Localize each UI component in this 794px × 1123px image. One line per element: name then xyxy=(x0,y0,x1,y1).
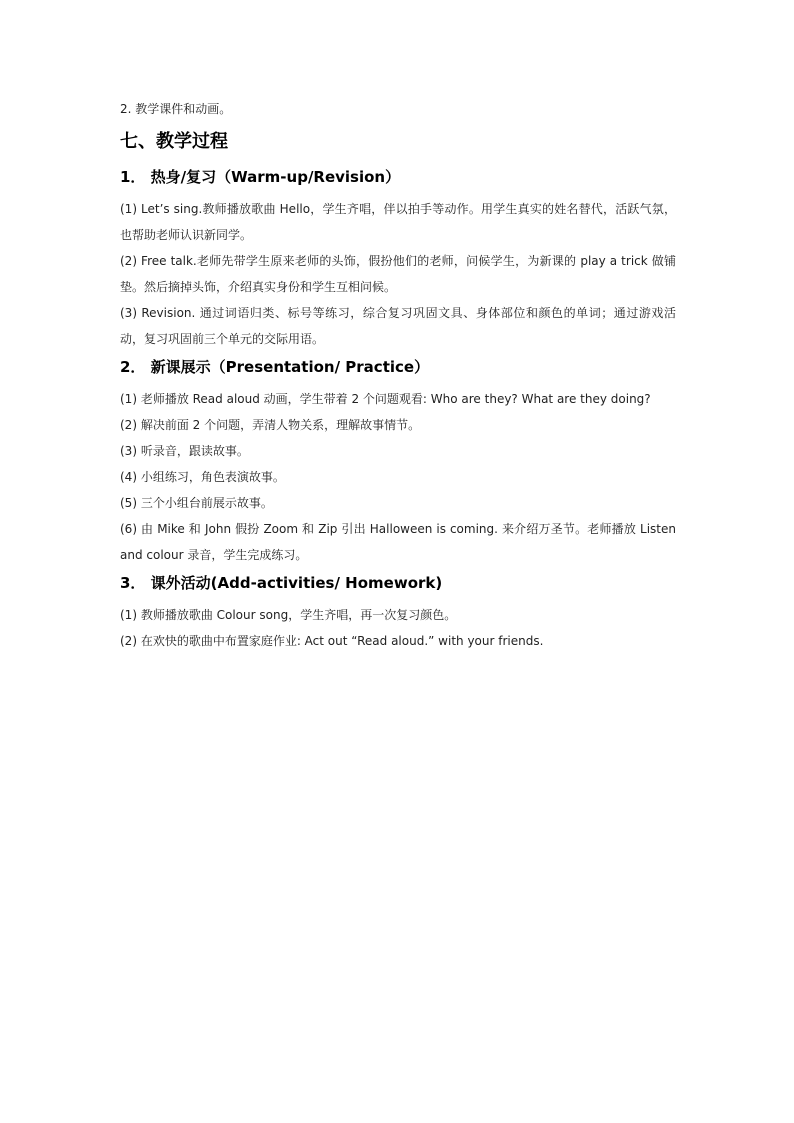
homework-item-2: (2) 在欢快的歌曲中布置家庭作业: Act out “Read aloud.” with your friends. xyxy=(120,634,544,648)
presentation-item-3: (3) 听录音，跟读故事。 xyxy=(120,444,249,458)
section-warmup xyxy=(120,166,676,352)
section-heading-presentation: 2． 新课展示（Presentation/ Practice） xyxy=(120,358,430,376)
presentation-item-4: (4) 小组练习，角色表演故事。 xyxy=(120,470,285,484)
presentation-item-5: (5) 三个小组台前展示故事。 xyxy=(120,496,273,510)
warmup-item-3: (3) Revision. 通过词语归类、标号等练习，综合复习巩固文具、身体部位和颜色的单词；通过游戏活动，复习巩固前三个单元的交际用语。 xyxy=(120,306,676,346)
warmup-item-2: (2) Free talk.老师先带学生原来老师的头饰，假扮他们的老师，问候学生，为新课的 play a trick 做铺垫。然后摘掉头饰，介绍真实身份和学生互相问候。 xyxy=(120,254,676,294)
section-title: 七、教学过程 xyxy=(120,131,228,152)
intro-line: 2. 教学课件和动画。 xyxy=(120,102,232,116)
section-heading-homework: 3． 课外活动(Add-activities/ Homework) xyxy=(120,574,443,592)
section-heading-warmup: 1． 热身/复习（Warm-up/Revision） xyxy=(120,168,401,186)
warmup-item-1: (1) Let’s sing.教师播放歌曲 Hello，学生齐唱，伴以拍手等动作。用学生真实的姓名替代，活跃气氛，也帮助老师认识新同学。 xyxy=(120,202,676,242)
homework-item-1: (1) 教师播放歌曲 Colour song，学生齐唱，再一次复习颜色。 xyxy=(120,608,457,622)
presentation-item-1: (1) 老师播放 Read aloud 动画，学生带着 2 个问题观看: Who are they? What are they doing? xyxy=(120,392,651,406)
section-presentation xyxy=(120,356,676,568)
presentation-item-6: (6) 由 Mike 和 John 假扮 Zoom 和 Zip 引出 Halloween is coming. 来介绍万圣节。老师播放 Listen and colour 录音，学生完成练习。 xyxy=(120,522,676,562)
section-homework xyxy=(120,572,676,654)
presentation-item-2: (2) 解决前面 2 个问题，弄清人物关系，理解故事情节。 xyxy=(120,418,421,432)
document-content xyxy=(120,100,676,658)
